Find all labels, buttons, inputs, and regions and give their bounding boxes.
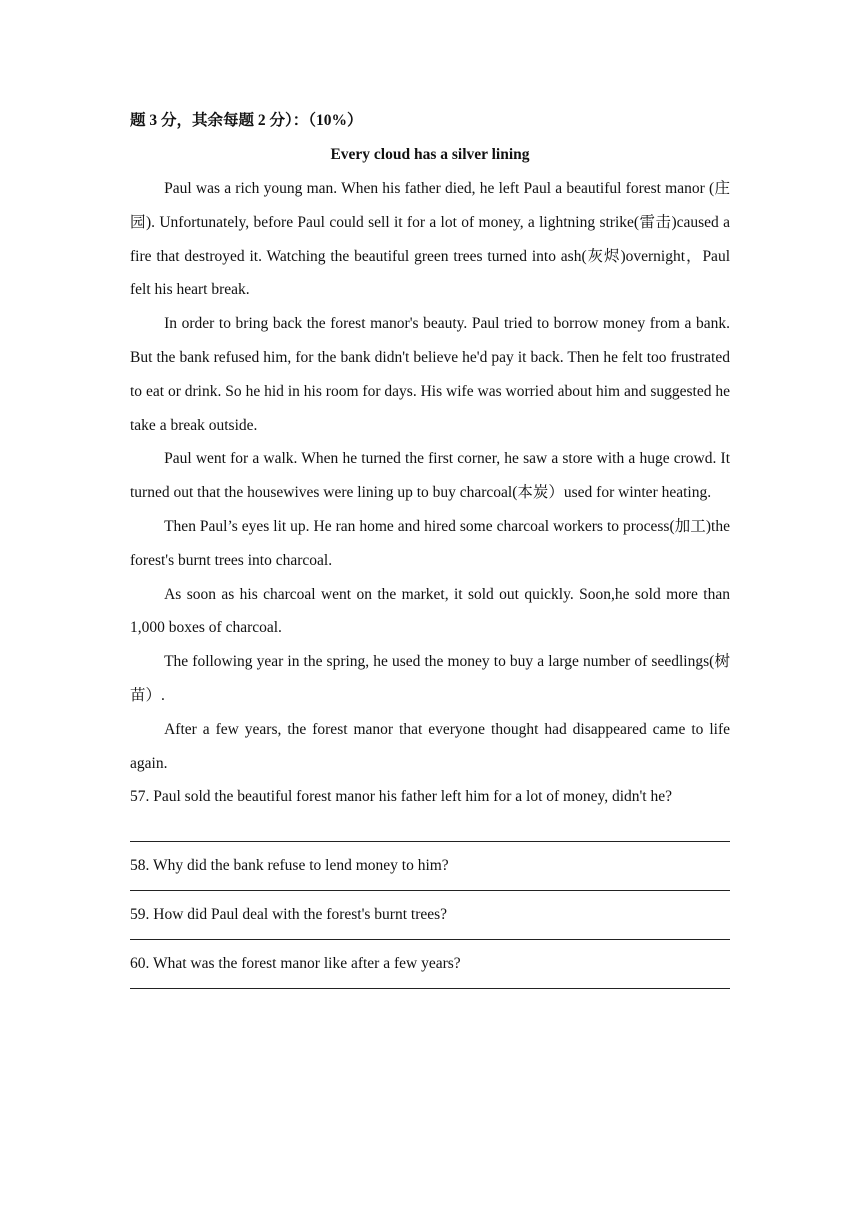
paragraph: The following year in the spring, he used the money to buy a large number of seedlings(树苗）. xyxy=(130,653,730,704)
question-58: 58. Why did the bank refuse to lend money to him? xyxy=(130,857,449,875)
question-60: 60. What was the forest manor like after a few years? xyxy=(130,954,461,972)
paragraph: As soon as his charcoal went on the market, it sold out quickly. Soon,he sold more than 1,000 boxes of charcoal. xyxy=(130,585,730,637)
paragraph: After a few years, the forest manor that everyone thought had disappeared came to life again. xyxy=(130,720,730,772)
passage-title: Every cloud has a silver lining xyxy=(330,146,530,163)
section-header: 题 3 分，其余每题 2 分）：（10%） xyxy=(130,112,363,129)
question-57: 57. Paul sold the beautiful forest manor his father left him for a lot of money, didn't he? xyxy=(130,788,673,806)
paragraph: Paul went for a walk. When he turned the first corner, he saw a store with a huge crowd. It turned out that the housewives were lining up to buy charcoal(本炭）used for winter heating. xyxy=(130,450,730,502)
passage-body xyxy=(130,172,730,989)
paragraph: Paul was a rich young man. When his father died, he left Paul a beautiful forest manor (庄园). Unfortunately, before Paul could sell it for a lot of money, a lightning strike(雷击)caused a fire that destroyed it. Watching the beautiful green trees turned into ash(灰烬)overnight，Paul felt his heart break. xyxy=(130,180,730,299)
paragraph: Then Paul’s eyes lit up. He ran home and hired some charcoal workers to process(加工)the forest's burnt trees into charcoal. xyxy=(130,517,730,569)
question-59: 59. How did Paul deal with the forest's burnt trees? xyxy=(130,905,448,923)
paragraph: In order to bring back the forest manor's beauty. Paul tried to borrow money from a bank. But the bank refused him, for the bank didn't believe he'd pay it back. Then he felt too frustrated to eat or drink. So he hid in his room for days. His wife was worried about him and suggested he take a break outside. xyxy=(130,315,730,434)
answer-line-60[interactable] xyxy=(130,988,730,989)
